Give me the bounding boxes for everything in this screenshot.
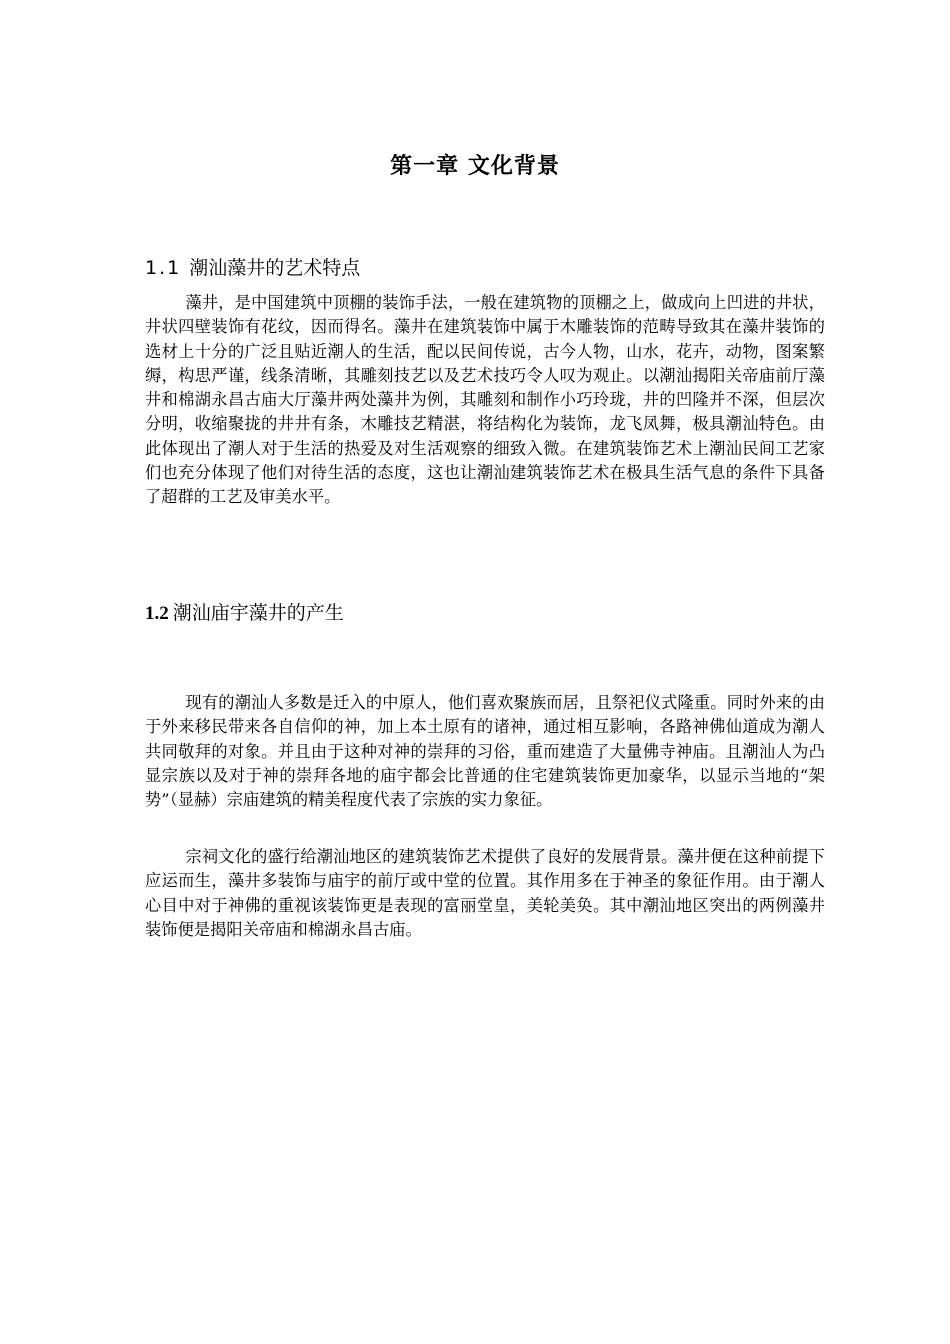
section-number: 1.1 [145,257,182,279]
section-number: 1.2 [145,603,169,624]
section-title: 潮汕庙宇藻井的产生 [172,602,344,624]
paragraph: 藻井，是中国建筑中顶棚的装饰手法，一般在建筑物的顶棚之上，做成向上凹进的井状，井状四壁装饰有花纹，因而得名。藻井在建筑装饰中属于木雕装饰的范畴导致其在藻井装饰的选材上十分的广泛且贴近潮人的生活，配以民间传说，古今人物，山水，花卉，动物，图案繁缛，构思严谨，线条清晰，其雕刻技艺以及艺术技巧令人叹为观止。以潮汕揭阳关帝庙前厅藻井和棉湖永昌古庙大厅藻井两处藻井为例，其雕刻和制作小巧玲珑，井的凹隆并不深，但层次分明，收缩聚拢的井井有条，木雕技艺精湛，将结构化为装饰，龙飞凤舞，极具潮汕特色。由此体现出了潮人对于生活的热爱及对生活观察的细致入微。在建筑装饰艺术上潮汕民间工艺家们也充分体现了他们对待生活的态度，这也让潮汕建筑装饰艺术在极具生活气息的条件下具备了超群的工艺及审美水平。 [145,293,825,507]
section-title: 潮汕藻井的艺术特点 [189,257,361,279]
paragraph: 宗祠文化的盛行给潮汕地区的建筑装饰艺术提供了良好的发展背景。藻井便在这种前提下应运而生，藻井多装饰与庙宇的前厅或中堂的位置。其作用多在于神圣的象征作用。由于潮人心目中对于神佛的重视该装饰更是表现的富丽堂皇，美轮美奂。其中潮汕地区突出的两例藻井装饰便是揭阳关帝庙和棉湖永昌古庙。 [145,847,825,939]
chapter-title: 第一章 文化背景 [390,154,560,179]
paragraph: 现有的潮汕人多数是迁入的中原人，他们喜欢聚族而居，且祭祀仪式隆重。同时外来的由于外来移民带来各自信仰的神，加上本土原有的诸神，通过相互影响，各路神佛仙道成为潮人共同敬拜的对象。并且由于这种对神的崇拜的习俗，重而建造了大量佛寺神庙。且潮汕人为凸显宗族以及对于神的崇拜各地的庙宇都会比普通的住宅建筑装饰更加豪华，以显示当地的“架势”（显赫）宗庙建筑的精美程度代表了宗族的实力象征。 [145,693,825,810]
section-heading-1-2 [145,599,825,628]
section-heading-1-1 [145,254,825,282]
